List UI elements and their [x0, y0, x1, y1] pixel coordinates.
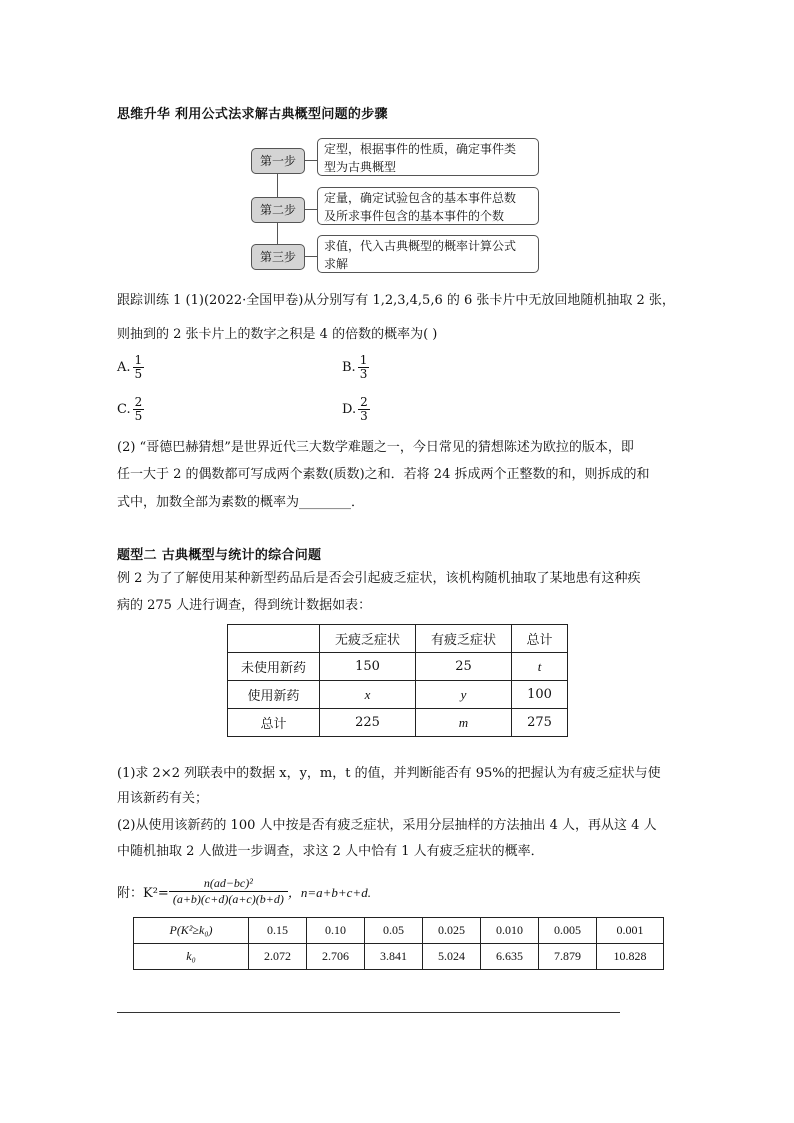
option-c-numerator: 2	[134, 395, 143, 409]
formula-denominator: (a+b)(c+d)(a+c)(b+d)	[172, 892, 284, 906]
table-cell: 0.10	[307, 918, 365, 944]
option-d-denominator: 3	[360, 409, 368, 423]
table-cell: 5.024	[423, 944, 481, 970]
step-1-box: 第一步	[251, 148, 305, 174]
step-2-description	[317, 187, 539, 225]
topic2-heading: 题型二 古典概型与统计的综合问题	[117, 548, 322, 563]
table-cell: 3.841	[365, 944, 423, 970]
table-row	[228, 709, 568, 737]
table-row	[134, 944, 664, 970]
question-2-line-2: 中随机抽取 2 人做进一步调查，求这 2 人中恰有 1 人有疲乏症状的概率．	[117, 844, 544, 859]
step-2-desc-line-2: 及所求事件包含的基本事件的个数	[324, 209, 505, 223]
table-cell: 150	[320, 653, 416, 681]
table-header-cell	[228, 625, 320, 653]
part2-line-1: (2) “哥德巴赫猜想”是世界近代三大数学难题之一，今日常见的猜想陈述为欧拉的版本，即	[117, 440, 634, 455]
example-line-2: 病的 275 人进行调查，得到统计数据如表：	[117, 598, 372, 613]
step-3-desc-line-2: 求解	[324, 257, 349, 271]
option-c-label: C.	[117, 402, 131, 417]
formula-prefix: 附：K²=	[117, 886, 169, 901]
option-c-denominator: 5	[134, 409, 143, 423]
table-cell: 275	[512, 709, 568, 737]
step-1-description	[317, 138, 539, 176]
question-1-line-2: 用该新药有关；	[117, 791, 209, 806]
table-row-label: k₀	[134, 944, 249, 970]
table-row	[228, 653, 568, 681]
flow-connector-2	[303, 209, 317, 210]
step-1-desc-line-1: 定型，根据事件的性质，确定事件类	[324, 142, 517, 156]
table-cell: 7.879	[539, 944, 597, 970]
option-a-fraction	[133, 354, 145, 381]
step-3-box: 第三步	[251, 244, 305, 270]
table-row-label: 使用新药	[228, 681, 320, 709]
flow-connector-1	[303, 160, 317, 161]
table-header-cell: 总计	[512, 625, 568, 653]
part2-line-3: 式中，加数全部为素数的概率为________．	[117, 495, 365, 510]
option-c[interactable]	[117, 396, 144, 423]
flow-connector-3	[303, 256, 317, 257]
table-cell: 0.15	[249, 918, 307, 944]
table-cell: 25	[416, 653, 512, 681]
table-cell: 10.828	[597, 944, 664, 970]
option-d[interactable]	[342, 396, 370, 423]
option-d-fraction	[358, 396, 370, 423]
part2-line-2: 任一大于 2 的偶数都可写成两个素数(质数)之和．若将 24 拆成两个正整数的和，则拆成的和	[117, 467, 650, 482]
chi-square-formula	[117, 876, 371, 907]
option-b-fraction	[358, 354, 370, 381]
exercise-line-2: 则抽到的 2 张卡片上的数字之积是 4 的倍数的概率为( )	[117, 327, 438, 342]
formula-suffix: ，n=a+b+c+d.	[287, 885, 371, 900]
table-cell: 2.706	[307, 944, 365, 970]
table-cell: 225	[320, 709, 416, 737]
option-a-numerator: 1	[134, 353, 143, 367]
option-a-denominator: 5	[134, 367, 143, 381]
table-cell: 0.010	[481, 918, 539, 944]
formula-numerator: n(ad−bc)²	[169, 876, 288, 892]
critical-value-table	[133, 917, 664, 970]
table-row	[228, 681, 568, 709]
table-cell: 0.025	[423, 918, 481, 944]
option-a[interactable]	[117, 354, 144, 381]
option-b-numerator: 1	[359, 353, 368, 367]
step-3-desc-line-1: 求值，代入古典概型的概率计算公式	[324, 239, 517, 253]
option-b[interactable]	[342, 354, 369, 381]
step-1-desc-line-2: 型为古典概型	[324, 160, 397, 174]
table-cell: x	[320, 681, 416, 709]
option-d-label: D.	[342, 402, 357, 417]
step-3-description	[317, 235, 539, 273]
section-heading: 思维升华 利用公式法求解古典概型问题的步骤	[117, 107, 388, 122]
table-row-label: P(K²≥k₀)	[134, 918, 249, 944]
question-2-line-1: (2)从使用该新药的 100 人中按是否有疲乏症状，采用分层抽样的方法抽出 4 人，再从这 4 人	[117, 818, 657, 833]
table-cell: 2.072	[249, 944, 307, 970]
table-cell: 0.005	[539, 918, 597, 944]
footer-divider	[117, 1012, 620, 1013]
table-row	[134, 918, 664, 944]
table-cell: t	[512, 653, 568, 681]
table-row-label: 未使用新药	[228, 653, 320, 681]
table-cell: 0.001	[597, 918, 664, 944]
option-c-fraction	[133, 396, 145, 423]
option-b-denominator: 3	[359, 367, 368, 381]
table-row-label: 总计	[228, 709, 320, 737]
table-cell: 6.635	[481, 944, 539, 970]
contingency-table	[227, 624, 568, 737]
step-2-desc-line-1: 定量，确定试验包含的基本事件总数	[324, 191, 517, 205]
formula-fraction	[169, 876, 288, 907]
option-b-label: B.	[342, 360, 356, 375]
table-cell: 0.05	[365, 918, 423, 944]
table-header-cell: 无疲乏症状	[320, 625, 416, 653]
exercise-line-1: 跟踪训练 1 (1)(2022·全国甲卷)从分别写有 1,2,3,4,5,6 的 6 张卡片中无放回地随机抽取 2 张，	[117, 293, 675, 308]
option-d-numerator: 2	[360, 395, 368, 409]
example-line-1: 例 2 为了了解使用某种新型药品后是否会引起疲乏症状，该机构随机抽取了某地患有这种疾	[117, 571, 641, 586]
option-a-label: A.	[117, 360, 131, 375]
table-header-cell: 有疲乏症状	[416, 625, 512, 653]
question-1-line-1: (1)求 2×2 列联表中的数据 x，y，m，t 的值，并判断能否有 95%的把握认为有疲乏症状与使	[117, 766, 661, 781]
table-header-row	[228, 625, 568, 653]
table-cell: m	[416, 709, 512, 737]
step-2-box: 第二步	[251, 197, 305, 223]
table-cell: 100	[512, 681, 568, 709]
table-cell: y	[416, 681, 512, 709]
